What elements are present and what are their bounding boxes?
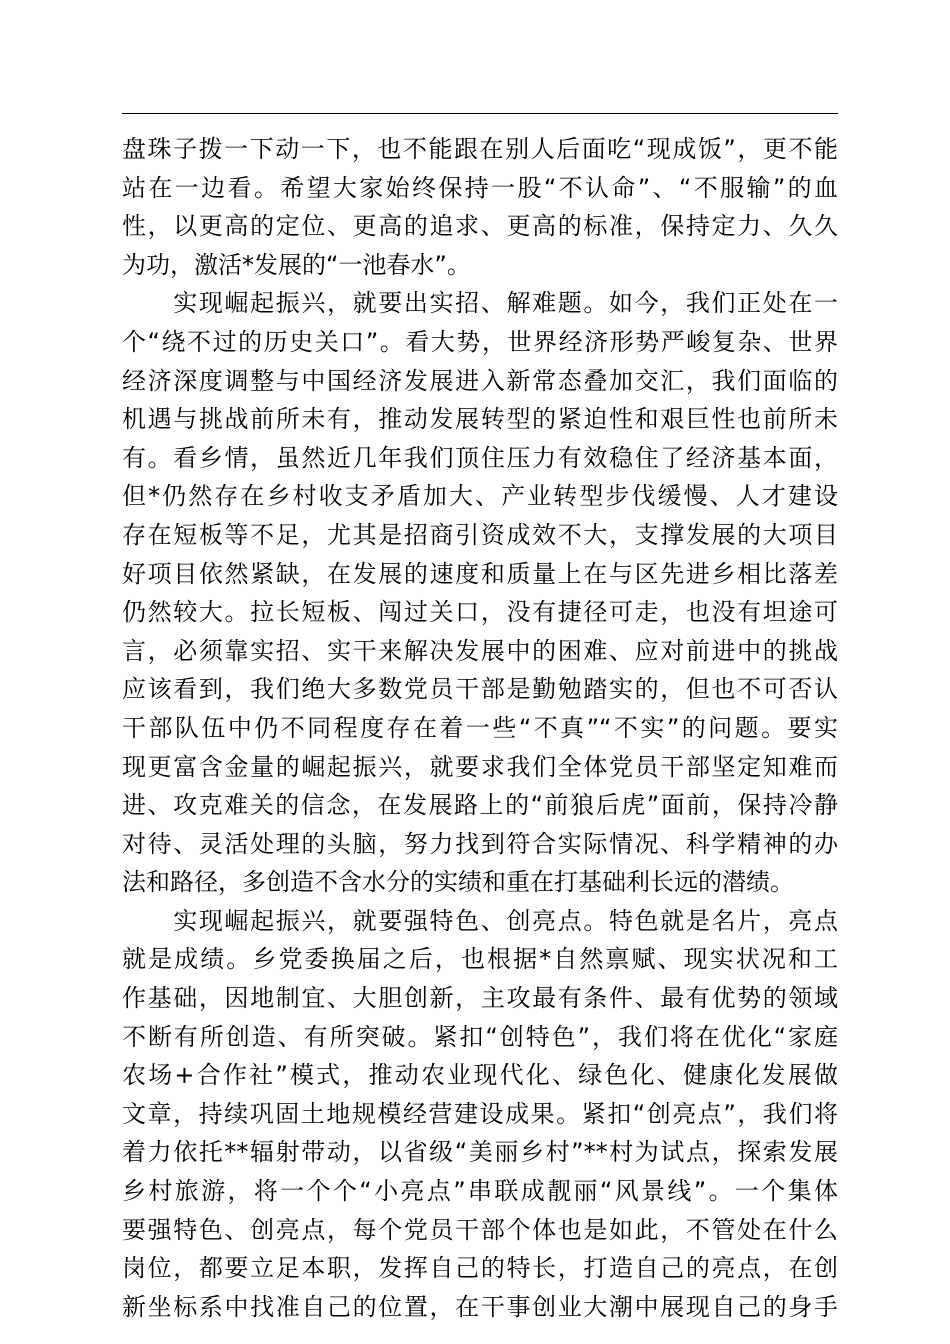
text-line: 仍然较大。拉长短板、闯过关口，没有捷径可走，也没有坦途可 <box>122 598 838 627</box>
text-line: 性，以更高的定位、更高的追求、更高的标准，保持定力、久久 <box>122 212 838 241</box>
text-line: 着力依托**辐射带动，以省级“美丽乡村”**村为试点，探索发展 <box>122 1138 838 1167</box>
text-line: 实现崛起振兴，就要出实招、解难题。如今，我们正处在一 <box>122 289 838 318</box>
text-line: 好项目依然紧缺，在发展的速度和质量上在与区先进乡相比落差 <box>122 559 838 588</box>
text-line: 机遇与挑战前所未有，推动发展转型的紧迫性和艰巨性也前所未 <box>122 405 838 434</box>
text-line: 进、攻克难关的信念，在发展路上的“前狼后虎”面前，保持冷静 <box>122 791 838 820</box>
text-line: 对待、灵活处理的头脑，努力找到符合实际情况、科学精神的办 <box>122 829 838 858</box>
text-line: 法和路径，多创造不含水分的实绩和重在打基础利长远的潜绩。 <box>122 868 794 897</box>
text-line: 就是成绩。乡党委换届之后，也根据*自然禀赋、现实状况和工 <box>122 945 838 974</box>
text-line: 新坐标系中找准自己的位置，在干事创业大潮中展现自己的身手 <box>122 1292 838 1321</box>
text-line: 不断有所创造、有所突破。紧扣“创特色”，我们将在优化“家庭 <box>122 1022 838 1051</box>
text-line: 要强特色、创亮点，每个党员干部个体也是如此，不管处在什么 <box>122 1215 838 1244</box>
text-line: 个“绕不过的历史关口”。看大势，世界经济形势严峻复杂、世界 <box>122 327 838 356</box>
text-line: 干部队伍中仍不同程度存在着一些“不真”“不实”的问题。要实 <box>122 713 838 742</box>
text-line: 乡村旅游，将一个个“小亮点”串联成靓丽“风景线”。一个集体 <box>122 1177 838 1206</box>
text-line: 农场+合作社”模式，推动农业现代化、绿色化、健康化发展做 <box>122 1061 838 1090</box>
text-line: 现更富含金量的崛起振兴，就要求我们全体党员干部坚定知难而 <box>122 752 838 781</box>
header-rule <box>122 113 838 114</box>
text-line: 应该看到，我们绝大多数党员干部是勤勉踏实的，但也不可否认 <box>122 675 838 704</box>
text-line: 为功，激活*发展的“一池春水”。 <box>122 250 471 279</box>
body-text <box>122 130 838 1326</box>
text-line: 言，必须靠实招、实干来解决发展中的困难、应对前进中的挑战 <box>122 636 838 665</box>
text-line: 文章，持续巩固土地规模经营建设成果。紧扣“创亮点”，我们将 <box>122 1099 838 1128</box>
text-line: 作基础，因地制宜、大胆创新，主攻最有条件、最有优势的领域 <box>122 984 838 1013</box>
text-line: 站在一边看。希望大家始终保持一股“不认命”、“不服输”的血 <box>122 173 838 202</box>
text-line: 实现崛起振兴，就要强特色、创亮点。特色就是名片，亮点 <box>122 906 838 935</box>
text-line: 有。看乡情，虽然近几年我们顶住压力有效稳住了经济基本面， <box>122 443 838 472</box>
text-line: 岗位，都要立足本职，发挥自己的特长，打造自己的亮点，在创 <box>122 1254 838 1283</box>
text-line: 存在短板等不足，尤其是招商引资成效不大，支撑发展的大项目 <box>122 520 838 549</box>
text-line: 但*仍然存在乡村收支矛盾加大、产业转型步伐缓慢、人才建设 <box>122 482 838 511</box>
text-line: 经济深度调整与中国经济发展进入新常态叠加交汇，我们面临的 <box>122 366 838 395</box>
text-line: 盘珠子拨一下动一下，也不能跟在别人后面吃“现成饭”，更不能 <box>122 135 838 163</box>
